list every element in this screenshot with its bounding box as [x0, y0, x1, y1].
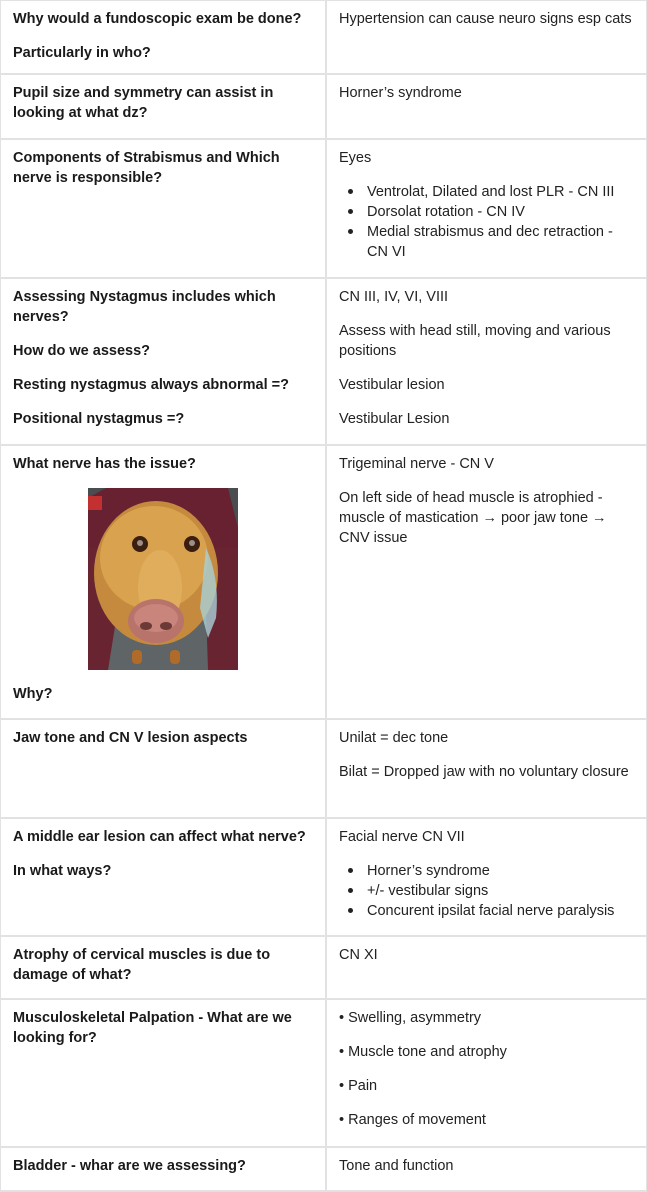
- question-cell: [0, 278, 326, 445]
- table-row: [0, 1147, 647, 1191]
- answer-cell: [326, 818, 647, 936]
- list-item: +/- vestibular signs: [367, 881, 634, 901]
- question-text: In what ways?: [13, 863, 112, 879]
- list-item: Horner’s syndrome: [367, 861, 634, 881]
- answer-text: Vestibular Lesion: [339, 411, 450, 427]
- question-text: Atrophy of cervical muscles is due to damage of what?: [13, 947, 271, 983]
- answer-text: CN III, IV, VI, VIII: [339, 289, 449, 305]
- table-row: [0, 936, 647, 999]
- answer-text: Assess with head still, moving and various positions: [339, 323, 611, 359]
- answer-cell: [326, 936, 647, 999]
- answer-text: • Ranges of movement: [339, 1112, 486, 1128]
- question-text: Positional nystagmus =?: [13, 411, 185, 427]
- answer-text: CN XI: [339, 947, 378, 963]
- answer-text: Hypertension can cause neuro signs esp cats: [339, 11, 632, 27]
- list-item: Medial strabismus and dec retraction - CN VI: [367, 222, 634, 262]
- answer-text: Eyes: [339, 150, 372, 166]
- answer-list: [339, 861, 634, 921]
- table-row: [0, 999, 647, 1147]
- answer-text: • Swelling, asymmetry: [339, 1010, 482, 1026]
- list-item: Dorsolat rotation - CN IV: [367, 202, 634, 222]
- question-text: Bladder - whar are we assessing?: [13, 1158, 246, 1174]
- question-text: Particularly in who?: [13, 45, 151, 61]
- table-row: [0, 818, 647, 936]
- answer-text: Vestibular lesion: [339, 377, 445, 393]
- table-row: [0, 74, 647, 139]
- answer-text: Horner’s syndrome: [339, 85, 462, 101]
- question-cell: [0, 139, 326, 278]
- list-item: Ventrolat, Dilated and lost PLR - CN III: [367, 182, 634, 202]
- answer-cell: [326, 139, 647, 278]
- answer-list: [339, 182, 634, 262]
- question-text: Why?: [13, 686, 53, 702]
- question-cell: [0, 719, 326, 818]
- table-row: [0, 445, 647, 719]
- table-row: [0, 719, 647, 818]
- question-cell: [0, 74, 326, 139]
- question-text: Why would a fundoscopic exam be done?: [13, 11, 302, 27]
- table-row: [0, 0, 647, 74]
- question-text: Musculoskeletal Palpation - What are we looking for?: [13, 1010, 292, 1046]
- question-text: How do we assess?: [13, 343, 150, 359]
- question-cell: [0, 445, 326, 719]
- answer-text: • Muscle tone and atrophy: [339, 1044, 507, 1060]
- answer-text: Trigeminal nerve - CN V: [339, 456, 494, 472]
- answer-text: • Pain: [339, 1078, 378, 1094]
- question-cell: [0, 999, 326, 1147]
- answer-cell: [326, 999, 647, 1147]
- question-text: Jaw tone and CN V lesion aspects: [13, 730, 248, 746]
- answer-cell: [326, 1147, 647, 1191]
- dog-face-photo: [88, 488, 238, 670]
- answer-cell: [326, 74, 647, 139]
- image-container: [13, 488, 313, 670]
- answer-cell: [326, 0, 647, 74]
- answer-text: Bilat = Dropped jaw with no voluntary closure: [339, 764, 629, 780]
- answer-text: Tone and function: [339, 1158, 454, 1174]
- answer-cell: [326, 445, 647, 719]
- dog-photo-illustration: [88, 488, 238, 670]
- question-cell: [0, 1147, 326, 1191]
- answer-cell: [326, 719, 647, 818]
- table-row: [0, 139, 647, 278]
- question-text: Components of Strabismus and Which nerve is responsible?: [13, 150, 280, 186]
- question-text: A middle ear lesion can affect what nerve?: [13, 829, 306, 845]
- question-cell: [0, 818, 326, 936]
- question-text: Assessing Nystagmus includes which nerves?: [13, 289, 276, 325]
- answer-cell: [326, 278, 647, 445]
- answer-text: Facial nerve CN VII: [339, 829, 465, 845]
- question-text: What nerve has the issue?: [13, 456, 196, 472]
- question-text: Pupil size and symmetry can assist in looking at what dz?: [13, 85, 274, 121]
- question-text: Resting nystagmus always abnormal =?: [13, 377, 289, 393]
- question-cell: [0, 936, 326, 999]
- answer-text: Unilat = dec tone: [339, 730, 449, 746]
- question-cell: [0, 0, 326, 74]
- list-item: Concurent ipsilat facial nerve paralysis: [367, 901, 634, 921]
- table-row: [0, 278, 647, 445]
- answer-text: On left side of head muscle is atrophied - muscle of mastication → poor jaw tone → CNV issue: [339, 490, 607, 546]
